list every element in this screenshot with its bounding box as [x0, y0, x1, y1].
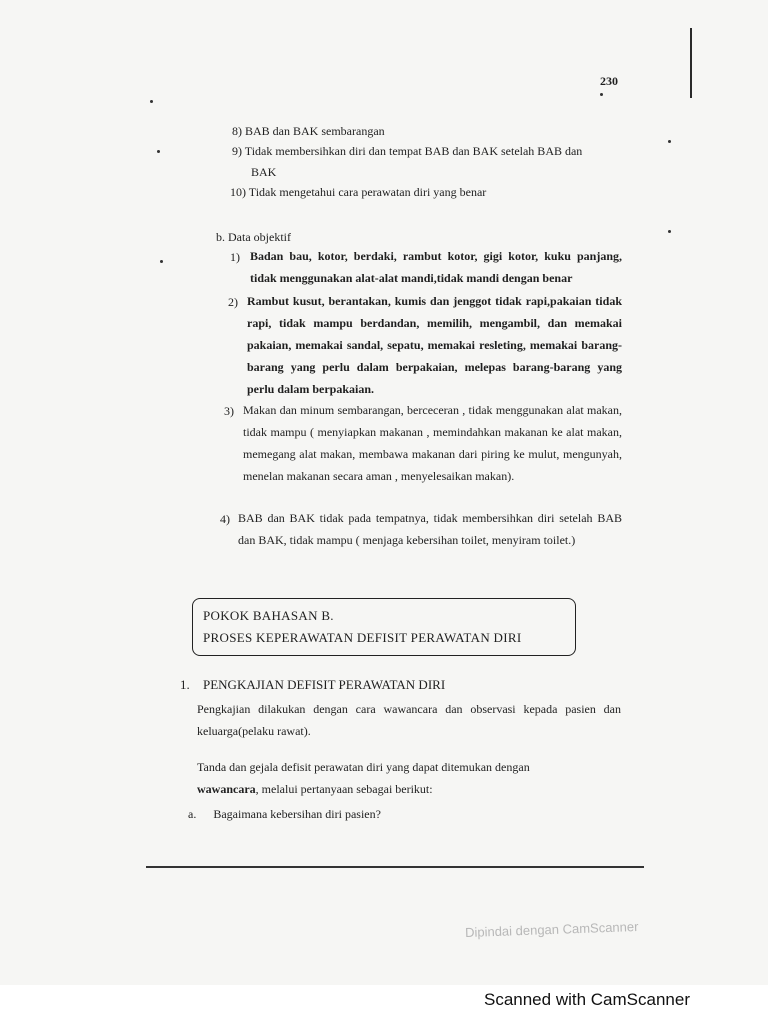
list-item	[230, 185, 486, 199]
list-item-number: 9)	[232, 144, 242, 158]
footer-text: Scanned with CamScanner	[483, 990, 690, 1009]
objective-item-text: Badan bau, kotor, berdaki, rambut kotor, gigi kotor, kuku panjang, tidak menggunakan alat-alat mandi,tidak mandi dengan benar	[250, 249, 622, 285]
question-text: Bagaimana kebersihan diri pasien?	[213, 807, 381, 821]
section-title-line-1: POKOK BAHASAN B.	[203, 608, 334, 623]
page-edge-line	[690, 28, 692, 98]
scan-speck	[668, 230, 671, 233]
list-item-continuation	[251, 165, 276, 179]
section-title-line-2: PROSES KEPERAWATAN DEFISIT PERAWATAN DIRI	[203, 630, 522, 645]
list-item-text: BAK	[251, 165, 277, 179]
camscanner-watermark: Dipindai dengan CamScanner	[464, 918, 639, 941]
objective-item-number: 4)	[220, 512, 230, 526]
list-item-text: BAB dan BAK sembarangan	[245, 124, 385, 138]
scan-speck	[600, 93, 603, 96]
list-item-text: Tidak membersihkan diri dan tempat BAB dan BAK setelah BAB dan	[244, 144, 583, 158]
scan-speck	[668, 140, 671, 143]
emphasized-word: wawancara	[197, 782, 256, 796]
list-item-number: 8)	[232, 124, 242, 138]
bottom-rule	[146, 866, 644, 868]
section-title-box	[192, 598, 576, 656]
list-item	[232, 124, 385, 138]
symptoms-paragraph-line-2	[197, 782, 433, 796]
objective-item-text: Rambut kusut, berantakan, kumis dan jenggot tidak rapi,pakaian tidak rapi, tidak mampu berdandan, memilih, mengambil, dan memakai pakaian, memakai sandal, sepatu, memakai resleting, memakai barang-barang yang perlu dalam berpakaian, melepas barang-barang yang perlu dalam berpakaian.	[247, 294, 622, 396]
symptoms-paragraph-line-1: Tanda dan gejala defisit perawatan diri yang dapat ditemukan dengan	[197, 760, 530, 774]
section-heading	[180, 678, 445, 692]
page-number: 230	[600, 74, 618, 88]
section-heading-text: PENGKAJIAN DEFISIT PERAWATAN DIRI	[203, 677, 446, 692]
objective-item-text: Makan dan minum sembarangan, berceceran , tidak menggunakan alat makan, tidak mampu ( menyiapkan makanan , memindahkan makanan ke alat makan, memegang alat makan, membawa makanan dari piring ke mulut, mengunyah, menelan makanan secara aman , menyelesaikan makan).	[243, 403, 622, 483]
list-item-number: 10)	[230, 185, 246, 199]
objective-item-number: 3)	[224, 404, 234, 418]
list-item-text: Tidak mengetahui cara perawatan diri yang benar	[248, 185, 487, 199]
question-item	[188, 807, 381, 821]
list-item	[232, 144, 582, 158]
objective-item-number: 1)	[230, 250, 240, 264]
objective-heading: b. Data objektif	[216, 230, 291, 244]
section-number: 1.	[180, 677, 190, 692]
scan-speck	[160, 260, 163, 263]
objective-item-text: BAB dan BAK tidak pada tempatnya, tidak membersihkan diri setelah BAB dan BAK, tidak mampu ( menjaga kebersihan toilet, menyiram toilet.)	[238, 511, 622, 547]
scan-speck	[150, 100, 153, 103]
question-label: a.	[188, 807, 197, 821]
scan-speck	[157, 150, 160, 153]
assessment-paragraph: Pengkajian dilakukan dengan cara wawancara dan observasi kepada pasien dan keluarga(pelaku rawat).	[197, 702, 621, 738]
symptoms-paragraph-text: , melalui pertanyaan sebagai berikut:	[255, 782, 433, 796]
objective-item-number: 2)	[228, 295, 238, 309]
